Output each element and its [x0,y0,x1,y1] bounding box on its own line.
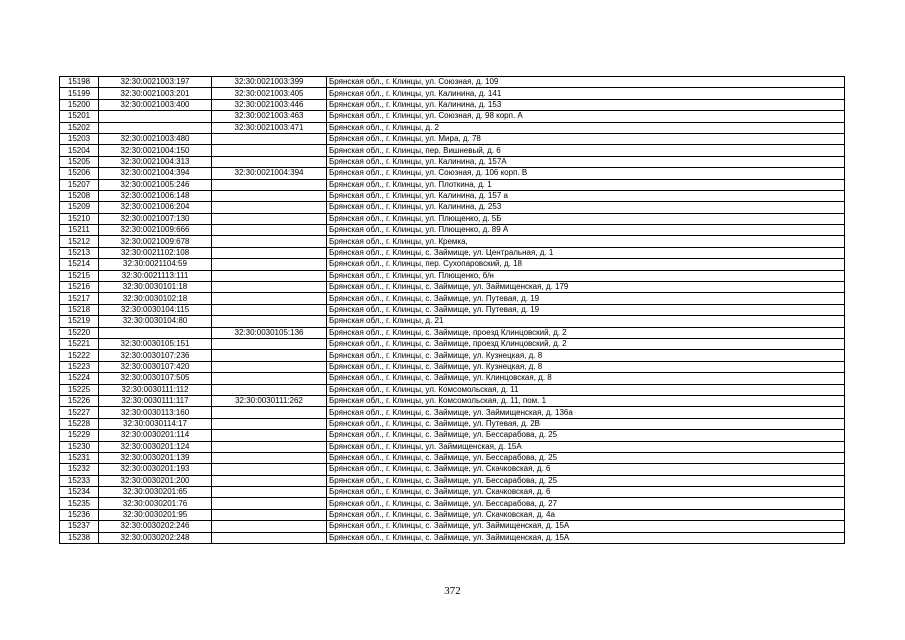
table-row [60,247,845,258]
cadastral-number-cell: 32:30:0030201:139 [99,452,212,463]
address-cell: Брянская обл., г. Клинцы, ул. Плющенко, д. 89 А [327,225,845,236]
building-cadastral-number-cell [212,452,327,463]
row-number-cell: 15207 [60,179,99,190]
cadastral-number-cell: 32:30:0021006:204 [99,202,212,213]
table-row [60,190,845,201]
address-cell: Брянская обл., г. Клинцы, с. Займище, ул. Займищенская, д. 15А [327,521,845,532]
table-row [60,498,845,509]
address-cell: Брянская обл., г. Клинцы, ул. Калинина, д. 153 [327,99,845,110]
cadastral-number-cell [99,122,212,133]
table-row [60,327,845,338]
row-number-cell: 15200 [60,99,99,110]
table-row [60,202,845,213]
address-cell: Брянская обл., г. Клинцы, с. Займище, ул. Кузнецкая, д. 8 [327,350,845,361]
building-cadastral-number-cell [212,498,327,509]
table-row [60,395,845,406]
row-number-cell: 15222 [60,350,99,361]
row-number-cell: 15225 [60,384,99,395]
table-row [60,361,845,372]
row-number-cell: 15219 [60,316,99,327]
building-cadastral-number-cell [212,190,327,201]
address-cell: Брянская обл., г. Клинцы, ул. Плющенко, д. 5Б [327,213,845,224]
building-cadastral-number-cell: 32:30:0021003:399 [212,77,327,88]
row-number-cell: 15202 [60,122,99,133]
table-row [60,487,845,498]
cadastral-number-cell: 32:30:0021004:394 [99,168,212,179]
row-number-cell: 15198 [60,77,99,88]
row-number-cell: 15234 [60,487,99,498]
building-cadastral-number-cell: 32:30:0030111:262 [212,395,327,406]
building-cadastral-number-cell [212,202,327,213]
building-cadastral-number-cell [212,509,327,520]
table-row [60,418,845,429]
cadastral-number-cell: 32:30:0021003:197 [99,77,212,88]
address-cell: Брянская обл., г. Клинцы, ул. Комсомольская, д. 11, пом. 1 [327,395,845,406]
cadastral-number-cell: 32:30:0030202:248 [99,532,212,543]
row-number-cell: 15223 [60,361,99,372]
address-cell: Брянская обл., г. Клинцы, с. Займище, ул. Бессарабова, д. 25 [327,475,845,486]
row-number-cell: 15228 [60,418,99,429]
address-cell: Брянская обл., г. Клинцы, пер. Вишневый, д. 6 [327,145,845,156]
building-cadastral-number-cell: 32:30:0021003:446 [212,99,327,110]
building-cadastral-number-cell [212,304,327,315]
row-number-cell: 15230 [60,441,99,452]
cadastral-number-cell: 32:30:0030201:114 [99,430,212,441]
cadastral-number-cell [99,327,212,338]
row-number-cell: 15236 [60,509,99,520]
row-number-cell: 15213 [60,247,99,258]
table-row [60,145,845,156]
row-number-cell: 15232 [60,464,99,475]
row-number-cell: 15237 [60,521,99,532]
table-row [60,350,845,361]
building-cadastral-number-cell: 32:30:0021003:471 [212,122,327,133]
row-number-cell: 15211 [60,225,99,236]
address-cell: Брянская обл., г. Клинцы, с. Займище, ул. Кузнецкая, д. 8 [327,361,845,372]
table-row [60,532,845,543]
building-cadastral-number-cell [212,487,327,498]
row-number-cell: 15210 [60,213,99,224]
table-row [60,168,845,179]
building-cadastral-number-cell [212,521,327,532]
cadastral-number-cell: 32:30:0030201:124 [99,441,212,452]
table-row [60,225,845,236]
address-cell: Брянская обл., г. Клинцы, ул. Калинина, д. 253 [327,202,845,213]
row-number-cell: 15227 [60,407,99,418]
building-cadastral-number-cell [212,270,327,281]
table-row [60,122,845,133]
table-row [60,99,845,110]
row-number-cell: 15214 [60,259,99,270]
row-number-cell: 15233 [60,475,99,486]
address-cell: Брянская обл., г. Клинцы, с. Займище, проезд Клинцовский, д. 2 [327,327,845,338]
row-number-cell: 15212 [60,236,99,247]
building-cadastral-number-cell [212,384,327,395]
cadastral-number-cell: 32:30:0030102:18 [99,293,212,304]
row-number-cell: 15218 [60,304,99,315]
cadastral-number-cell: 32:30:0021003:400 [99,99,212,110]
table-row [60,282,845,293]
row-number-cell: 15216 [60,282,99,293]
building-cadastral-number-cell [212,441,327,452]
cadastral-number-cell [99,111,212,122]
cadastral-number-cell: 32:30:0021104:59 [99,259,212,270]
cadastral-number-cell: 32:30:0021003:201 [99,88,212,99]
cadastral-number-cell: 32:30:0021006:148 [99,190,212,201]
table-row [60,430,845,441]
building-cadastral-number-cell [212,350,327,361]
row-number-cell: 15206 [60,168,99,179]
address-cell: Брянская обл., г. Клинцы, ул. Комсомольская, д. 11 [327,384,845,395]
cadastral-number-cell: 32:30:0030111:117 [99,395,212,406]
building-cadastral-number-cell [212,282,327,293]
cadastral-number-cell: 32:30:0030107:505 [99,373,212,384]
address-cell: Брянская обл., г. Клинцы, ул. Кремка, [327,236,845,247]
address-cell: Брянская обл., г. Клинцы, ул. Калинина, д. 157А [327,156,845,167]
cadastral-number-cell: 32:30:0030201:65 [99,487,212,498]
row-number-cell: 15215 [60,270,99,281]
building-cadastral-number-cell [212,316,327,327]
address-cell: Брянская обл., г. Клинцы, ул. Союзная, д. 109 [327,77,845,88]
cadastral-number-cell: 32:30:0030201:95 [99,509,212,520]
row-number-cell: 15231 [60,452,99,463]
registry-table [59,76,845,544]
cadastral-number-cell: 32:30:0030113:160 [99,407,212,418]
building-cadastral-number-cell: 32:30:0021004:394 [212,168,327,179]
table-row [60,316,845,327]
row-number-cell: 15205 [60,156,99,167]
table-row [60,259,845,270]
address-cell: Брянская обл., г. Клинцы, с. Займище, ул. Путевая, д. 19 [327,304,845,315]
cadastral-number-cell: 32:30:0030201:200 [99,475,212,486]
table-row [60,384,845,395]
table-row [60,373,845,384]
cadastral-number-cell: 32:30:0030202:246 [99,521,212,532]
table-row [60,464,845,475]
table-row [60,88,845,99]
row-number-cell: 15220 [60,327,99,338]
building-cadastral-number-cell [212,475,327,486]
cadastral-number-cell: 32:30:0021004:313 [99,156,212,167]
address-cell: Брянская обл., г. Клинцы, с. Займище, проезд Клинцовский, д. 2 [327,338,845,349]
address-cell: Брянская обл., г. Клинцы, д. 21 [327,316,845,327]
building-cadastral-number-cell [212,430,327,441]
cadastral-number-cell: 32:30:0021113:111 [99,270,212,281]
row-number-cell: 15203 [60,133,99,144]
cadastral-number-cell: 32:30:0021009:678 [99,236,212,247]
address-cell: Брянская обл., г. Клинцы, с. Займище, ул. Бессарабова, д. 27 [327,498,845,509]
table-row [60,509,845,520]
address-cell: Брянская обл., г. Клинцы, ул. Плющенко, б/н [327,270,845,281]
table-row [60,213,845,224]
address-cell: Брянская обл., г. Клинцы, с. Займище, ул. Займищенская, д. 136а [327,407,845,418]
row-number-cell: 15209 [60,202,99,213]
cadastral-number-cell: 32:30:0021102:108 [99,247,212,258]
table-row [60,452,845,463]
row-number-cell: 15224 [60,373,99,384]
address-cell: Брянская обл., г. Клинцы, с. Займище, ул. Бессарабова, д. 25 [327,430,845,441]
address-cell: Брянская обл., г. Клинцы, с. Займище, ул. Скачковская, д. 6 [327,487,845,498]
cadastral-number-cell: 32:30:0030101:18 [99,282,212,293]
building-cadastral-number-cell: 32:30:0030105:136 [212,327,327,338]
address-cell: Брянская обл., г. Клинцы, ул. Мира, д. 78 [327,133,845,144]
address-cell: Брянская обл., г. Клинцы, с. Займище, ул. Клинцовская, д. 8 [327,373,845,384]
cadastral-number-cell: 32:30:0021004:150 [99,145,212,156]
cadastral-number-cell: 32:30:0030104:115 [99,304,212,315]
building-cadastral-number-cell [212,361,327,372]
address-cell: Брянская обл., г. Клинцы, ул. Займищенская, д. 15А [327,441,845,452]
row-number-cell: 15201 [60,111,99,122]
building-cadastral-number-cell [212,464,327,475]
address-cell: Брянская обл., г. Клинцы, ул. Калинина, д. 141 [327,88,845,99]
building-cadastral-number-cell [212,407,327,418]
table-row [60,111,845,122]
cadastral-number-cell: 32:30:0021009:666 [99,225,212,236]
table-row [60,304,845,315]
cadastral-number-cell: 32:30:0030111:112 [99,384,212,395]
table-row [60,77,845,88]
address-cell: Брянская обл., г. Клинцы, с. Займище, ул. Центральная, д. 1 [327,247,845,258]
cadastral-number-cell: 32:30:0030107:236 [99,350,212,361]
address-cell: Брянская обл., г. Клинцы, с. Займище, ул. Путевая, д. 2В [327,418,845,429]
address-cell: Брянская обл., г. Клинцы, д. 2 [327,122,845,133]
address-cell: Брянская обл., г. Клинцы, с. Займище, ул. Путевая, д. 19 [327,293,845,304]
cadastral-number-cell: 32:30:0030201:76 [99,498,212,509]
building-cadastral-number-cell: 32:30:0021003:405 [212,88,327,99]
address-cell: Брянская обл., г. Клинцы, пер. Сухопаровский, д. 18 [327,259,845,270]
address-cell: Брянская обл., г. Клинцы, ул. Союзная, д. 106 корп. В [327,168,845,179]
address-cell: Брянская обл., г. Клинцы, ул. Союзная, д. 98 корп. А [327,111,845,122]
table-row [60,521,845,532]
registry-table-body [60,77,845,544]
address-cell: Брянская обл., г. Клинцы, с. Займище, ул. Скачковская, д. 6 [327,464,845,475]
cadastral-number-cell: 32:30:0021003:480 [99,133,212,144]
table-row [60,133,845,144]
building-cadastral-number-cell [212,225,327,236]
building-cadastral-number-cell [212,179,327,190]
building-cadastral-number-cell [212,373,327,384]
row-number-cell: 15204 [60,145,99,156]
cadastral-number-cell: 32:30:0030105:151 [99,338,212,349]
row-number-cell: 15221 [60,338,99,349]
address-cell: Брянская обл., г. Клинцы, с. Займище, ул. Бессарабова, д. 25 [327,452,845,463]
building-cadastral-number-cell [212,236,327,247]
cadastral-number-cell: 32:30:0030104:80 [99,316,212,327]
row-number-cell: 15199 [60,88,99,99]
table-row [60,236,845,247]
cadastral-number-cell: 32:30:0021007:130 [99,213,212,224]
building-cadastral-number-cell: 32:30:0021003:463 [212,111,327,122]
table-row [60,441,845,452]
table-row [60,338,845,349]
page-number: 372 [444,585,461,597]
table-row [60,475,845,486]
cadastral-number-cell: 32:30:0030107:420 [99,361,212,372]
address-cell: Брянская обл., г. Клинцы, с. Займище, ул. Займищенская, д. 179 [327,282,845,293]
row-number-cell: 15208 [60,190,99,201]
address-cell: Брянская обл., г. Клинцы, с. Займище, ул. Займищенская, д. 15А [327,532,845,543]
row-number-cell: 15238 [60,532,99,543]
row-number-cell: 15226 [60,395,99,406]
building-cadastral-number-cell [212,213,327,224]
building-cadastral-number-cell [212,418,327,429]
row-number-cell: 15235 [60,498,99,509]
address-cell: Брянская обл., г. Клинцы, с. Займище, ул. Скачковская, д. 4а [327,509,845,520]
cadastral-number-cell: 32:30:0021005:246 [99,179,212,190]
building-cadastral-number-cell [212,156,327,167]
table-row [60,156,845,167]
row-number-cell: 15229 [60,430,99,441]
table-row [60,293,845,304]
building-cadastral-number-cell [212,145,327,156]
row-number-cell: 15217 [60,293,99,304]
building-cadastral-number-cell [212,338,327,349]
address-cell: Брянская обл., г. Клинцы, ул. Плоткина, д. 1 [327,179,845,190]
building-cadastral-number-cell [212,133,327,144]
address-cell: Брянская обл., г. Клинцы, ул. Калинина, д. 157 а [327,190,845,201]
building-cadastral-number-cell [212,259,327,270]
table-row [60,270,845,281]
building-cadastral-number-cell [212,293,327,304]
building-cadastral-number-cell [212,247,327,258]
table-row [60,407,845,418]
building-cadastral-number-cell [212,532,327,543]
table-row [60,179,845,190]
cadastral-number-cell: 32:30:0030114:17 [99,418,212,429]
cadastral-number-cell: 32:30:0030201:193 [99,464,212,475]
